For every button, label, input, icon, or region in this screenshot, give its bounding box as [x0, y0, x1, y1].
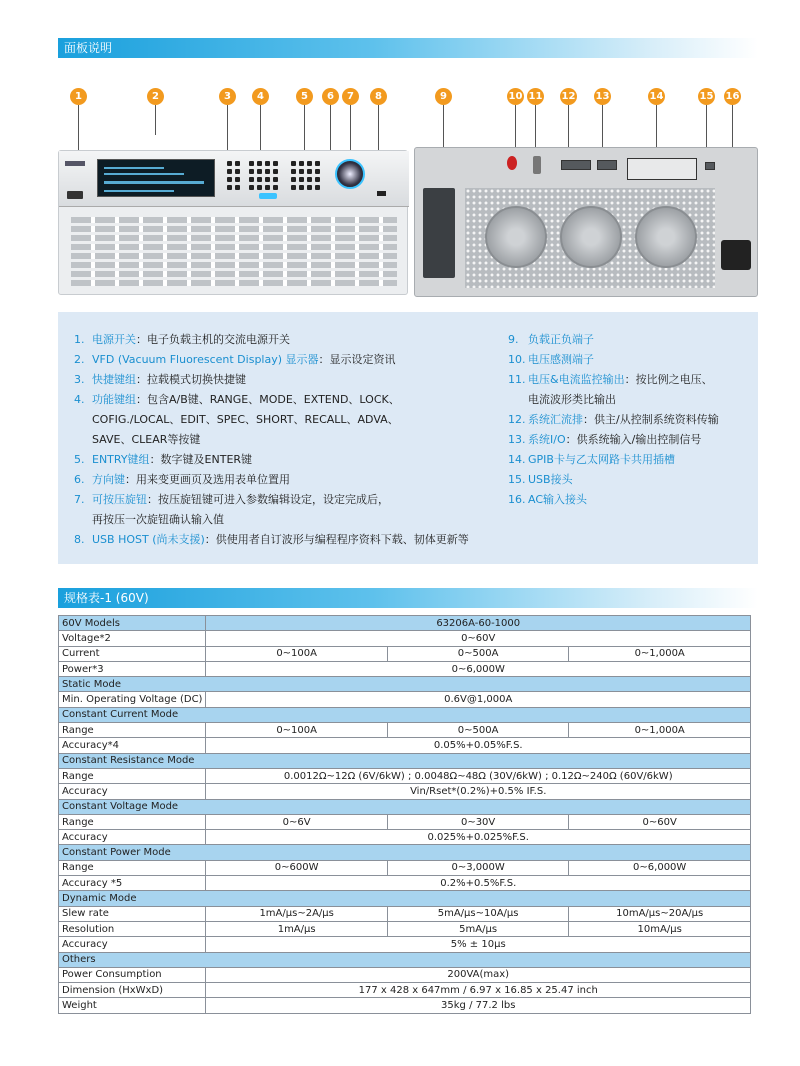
- item-keyword: 负载正负端子: [528, 333, 594, 346]
- spec-label: Weight: [59, 998, 206, 1013]
- callout-9: 9: [435, 88, 452, 105]
- spec-value: 0~500A: [387, 723, 569, 738]
- item-keyword: 系统汇流排: [528, 413, 583, 426]
- spec-model-name: 63206A-60-1000: [206, 616, 751, 631]
- spec-label: Slew rate: [59, 906, 206, 921]
- front-panel-photo: [58, 150, 408, 295]
- callout-3: 3: [219, 88, 236, 105]
- spec-value: 0.05%+0.05%F.S.: [206, 738, 751, 753]
- spec-value: 0.2%+0.5%F.S.: [206, 876, 751, 891]
- item-number: 10.: [508, 353, 526, 366]
- item-text: ：供主/从控制系统资料传输: [583, 413, 719, 426]
- item-number: 6.: [74, 473, 85, 486]
- spec-row: [59, 921, 751, 936]
- description-list-left: [74, 330, 469, 550]
- spec-value: 0~3,000W: [387, 860, 569, 875]
- description-item: [508, 370, 719, 390]
- spec-row: [59, 830, 751, 845]
- item-keyword: 快捷键组: [92, 373, 136, 386]
- item-number: 13.: [508, 433, 526, 446]
- spec-row: [59, 998, 751, 1013]
- spec-label: Accuracy: [59, 830, 206, 845]
- spec-label: Range: [59, 814, 206, 829]
- callout-15: 15: [698, 88, 715, 105]
- item-keyword: 功能键组: [92, 393, 136, 406]
- section-header-spec: [58, 588, 758, 608]
- description-item: [508, 470, 719, 490]
- spec-label: Min. Operating Voltage (DC): [59, 692, 206, 707]
- item-keyword: VFD (Vacuum Fluorescent Display) 显示器: [92, 353, 319, 366]
- item-number: 7.: [74, 493, 85, 506]
- spec-label: Accuracy: [59, 937, 206, 952]
- fan-icon: [560, 206, 622, 268]
- system-io-port-icon: [597, 160, 617, 170]
- spec-table: [58, 615, 751, 1014]
- spec-group-row: [59, 753, 751, 768]
- spec-row: [59, 631, 751, 646]
- description-item: [74, 470, 469, 490]
- item-number: 8.: [74, 533, 85, 546]
- callout-6: 6: [322, 88, 339, 105]
- spec-row: [59, 768, 751, 783]
- function-keys: [249, 161, 278, 190]
- item-number: 15.: [508, 473, 526, 486]
- callout-4: 4: [252, 88, 269, 105]
- spec-group-label: Others: [59, 952, 751, 967]
- item-text: ：拉载模式切换快捷键: [136, 373, 246, 386]
- spec-header-row: [59, 616, 751, 631]
- spec-value: 0~60V: [569, 814, 751, 829]
- section-title: 面板说明: [64, 41, 113, 55]
- spec-row: [59, 906, 751, 921]
- callout-14: 14: [648, 88, 665, 105]
- spec-row: [59, 937, 751, 952]
- item-text: ：电子负载主机的交流电源开关: [136, 333, 290, 346]
- spec-label: Current: [59, 646, 206, 661]
- spec-header-label: 60V Models: [59, 616, 206, 631]
- spec-value: 0~30V: [387, 814, 569, 829]
- item-keyword: USB接头: [528, 473, 573, 486]
- item-keyword: 电压感测端子: [528, 353, 594, 366]
- callout-2: 2: [147, 88, 164, 105]
- spec-group-label: Constant Voltage Mode: [59, 799, 751, 814]
- gpib-slot-icon: [627, 158, 697, 180]
- spec-value: 0~60V: [206, 631, 751, 646]
- system-bus-port-icon: [561, 160, 591, 170]
- spec-group-label: Static Mode: [59, 677, 751, 692]
- callout-12: 12: [560, 88, 577, 105]
- spec-row: [59, 967, 751, 982]
- spec-value: 0~6V: [206, 814, 387, 829]
- spec-value: 0.025%+0.025%F.S.: [206, 830, 751, 845]
- spec-group-label: Constant Current Mode: [59, 707, 751, 722]
- description-item: [74, 330, 469, 350]
- item-text: ：用来变更画页及选用表单位置用: [125, 473, 290, 486]
- description-item: [508, 330, 719, 350]
- callout-leader-line: [155, 105, 156, 135]
- description-item: [508, 430, 719, 450]
- description-list-right: [508, 330, 719, 510]
- spec-value: 0~1,000A: [569, 723, 751, 738]
- description-item: [74, 490, 469, 510]
- callout-11: 11: [527, 88, 544, 105]
- item-continuation: COFIG./LOCAL、EDIT、SPEC、SHORT、RECALL、ADVA、: [92, 413, 399, 426]
- fan-icon: [485, 206, 547, 268]
- spec-value: 0~100A: [206, 723, 387, 738]
- spec-value: 35kg / 77.2 lbs: [206, 998, 751, 1013]
- item-text: ：供使用者自订波形与编程程序资料下载、韧体更新等: [204, 533, 469, 546]
- item-text: ：按压旋钮键可进入参数编辑设定，设定完成后，: [147, 493, 389, 506]
- item-keyword: 方向键: [92, 473, 125, 486]
- spec-group-label: Constant Power Mode: [59, 845, 751, 860]
- spec-row: [59, 723, 751, 738]
- spec-group-row: [59, 707, 751, 722]
- spec-row: [59, 646, 751, 661]
- callout-leader-line: [350, 105, 351, 155]
- vfd-display: [97, 159, 215, 197]
- item-keyword: ENTRY键组: [92, 453, 150, 466]
- spec-value: Vin/Rset*(0.2%)+0.5% IF.S.: [206, 784, 751, 799]
- callout-13: 13: [594, 88, 611, 105]
- description-item: [508, 350, 719, 370]
- load-terminal-icon: [423, 188, 455, 278]
- section-title: 规格表-1 (60V): [64, 591, 149, 605]
- item-number: 9.: [508, 333, 519, 346]
- spec-value: 5mA/μs~10A/μs: [387, 906, 569, 921]
- item-keyword: USB HOST (尚未支援): [92, 533, 205, 546]
- accent-key: [259, 193, 277, 199]
- item-number: 12.: [508, 413, 526, 426]
- spec-value: 0~6,000W: [206, 661, 751, 676]
- description-item: [74, 370, 469, 390]
- item-keyword: 电源开关: [92, 333, 136, 346]
- spec-row: [59, 784, 751, 799]
- callout-16: 16: [724, 88, 741, 105]
- spec-value: 0.0012Ω~12Ω (6V/6kW) ; 0.0048Ω~48Ω (30V/6kW) ; 0.12Ω~240Ω (60V/6kW): [206, 768, 751, 783]
- spec-value: 0~6,000W: [569, 860, 751, 875]
- item-keyword: GPIB卡与乙太网路卡共用插槽: [528, 453, 675, 466]
- spec-label: Power*3: [59, 661, 206, 676]
- device-photos: [58, 82, 758, 302]
- item-number: 4.: [74, 393, 85, 406]
- spec-label: Range: [59, 768, 206, 783]
- callout-10: 10: [507, 88, 524, 105]
- bnc-monitor-icon: [533, 156, 541, 174]
- item-text: ：供系统输入/输出控制信号: [565, 433, 702, 446]
- rear-panel-photo: [414, 147, 758, 297]
- item-keyword: 可按压旋钮: [92, 493, 147, 506]
- item-continuation: SAVE、CLEAR等按键: [92, 433, 201, 446]
- front-control-panel: [59, 151, 409, 207]
- item-text: ：数字键及ENTER键: [149, 453, 253, 466]
- spec-value: 0~600W: [206, 860, 387, 875]
- spec-value: 5mA/μs: [387, 921, 569, 936]
- callout-5: 5: [296, 88, 313, 105]
- front-vent-grille: [71, 217, 397, 287]
- description-item: [74, 530, 469, 550]
- item-number: 2.: [74, 353, 85, 366]
- spec-value: 5% ± 10μs: [206, 937, 751, 952]
- item-keyword: 电压&电流监控输出: [528, 373, 625, 386]
- section-header-panel: [58, 38, 758, 58]
- spec-value: 1mA/μs: [206, 921, 387, 936]
- item-keyword: AC输入接头: [528, 493, 588, 506]
- item-text: ：按比例之电压、: [624, 373, 713, 386]
- spec-value: 0~100A: [206, 646, 387, 661]
- item-number: 1.: [74, 333, 85, 346]
- usb-host-port-icon: [377, 191, 386, 196]
- spec-value: 0.6V@1,000A: [206, 692, 751, 707]
- item-number: 5.: [74, 453, 85, 466]
- spec-row: [59, 983, 751, 998]
- entry-keys: [291, 161, 320, 190]
- spec-group-row: [59, 677, 751, 692]
- panel-description-box: [58, 312, 758, 564]
- item-continuation: 电流波形类比输出: [528, 393, 616, 406]
- callout-1: 1: [70, 88, 87, 105]
- description-item: [74, 390, 469, 410]
- sense-terminal-icon: [507, 156, 517, 170]
- spec-label: Accuracy: [59, 784, 206, 799]
- brand-logo: [65, 161, 85, 166]
- callout-8: 8: [370, 88, 387, 105]
- item-text: ：显示设定资讯: [318, 353, 396, 366]
- spec-label: Range: [59, 723, 206, 738]
- spec-group-label: Dynamic Mode: [59, 891, 751, 906]
- power-switch-icon: [67, 191, 83, 199]
- shortcut-keys: [227, 161, 240, 190]
- spec-row: [59, 738, 751, 753]
- spec-value: 0~1,000A: [569, 646, 751, 661]
- spec-label: Resolution: [59, 921, 206, 936]
- spec-group-row: [59, 952, 751, 967]
- fan-icon: [635, 206, 697, 268]
- item-number: 14.: [508, 453, 526, 466]
- description-item: [508, 410, 719, 430]
- item-text: ：包含A/B键、RANGE、MODE、EXTEND、LOCK、: [136, 393, 400, 406]
- spec-row: [59, 876, 751, 891]
- spec-value: 200VA(max): [206, 967, 751, 982]
- callout-7: 7: [342, 88, 359, 105]
- spec-group-row: [59, 845, 751, 860]
- ac-inlet-icon: [721, 240, 751, 270]
- spec-label: Voltage*2: [59, 631, 206, 646]
- item-number: 16.: [508, 493, 526, 506]
- item-number: 11.: [508, 373, 526, 386]
- description-item: [508, 490, 719, 510]
- description-item: [74, 450, 469, 470]
- spec-label: Dimension (HxWxD): [59, 983, 206, 998]
- spec-value: 10mA/μs~20A/μs: [569, 906, 751, 921]
- spec-row: [59, 860, 751, 875]
- item-keyword: 系统I/O: [528, 433, 566, 446]
- spec-row: [59, 814, 751, 829]
- spec-value: 1mA/μs~2A/μs: [206, 906, 387, 921]
- description-item: [74, 350, 469, 370]
- spec-label: Range: [59, 860, 206, 875]
- description-item: [508, 450, 719, 470]
- rotary-knob-icon: [335, 159, 365, 189]
- spec-value: 0~500A: [387, 646, 569, 661]
- usb-port-icon: [705, 162, 715, 170]
- item-continuation: 再按压一次旋钮确认输入值: [92, 513, 224, 526]
- spec-row: [59, 692, 751, 707]
- spec-group-label: Constant Resistance Mode: [59, 753, 751, 768]
- spec-value: 10mA/μs: [569, 921, 751, 936]
- spec-label: Accuracy *5: [59, 876, 206, 891]
- spec-label: Power Consumption: [59, 967, 206, 982]
- spec-group-row: [59, 891, 751, 906]
- spec-row: [59, 661, 751, 676]
- spec-group-row: [59, 799, 751, 814]
- item-number: 3.: [74, 373, 85, 386]
- spec-value: 177 x 428 x 647mm / 6.97 x 16.85 x 25.47 inch: [206, 983, 751, 998]
- spec-label: Accuracy*4: [59, 738, 206, 753]
